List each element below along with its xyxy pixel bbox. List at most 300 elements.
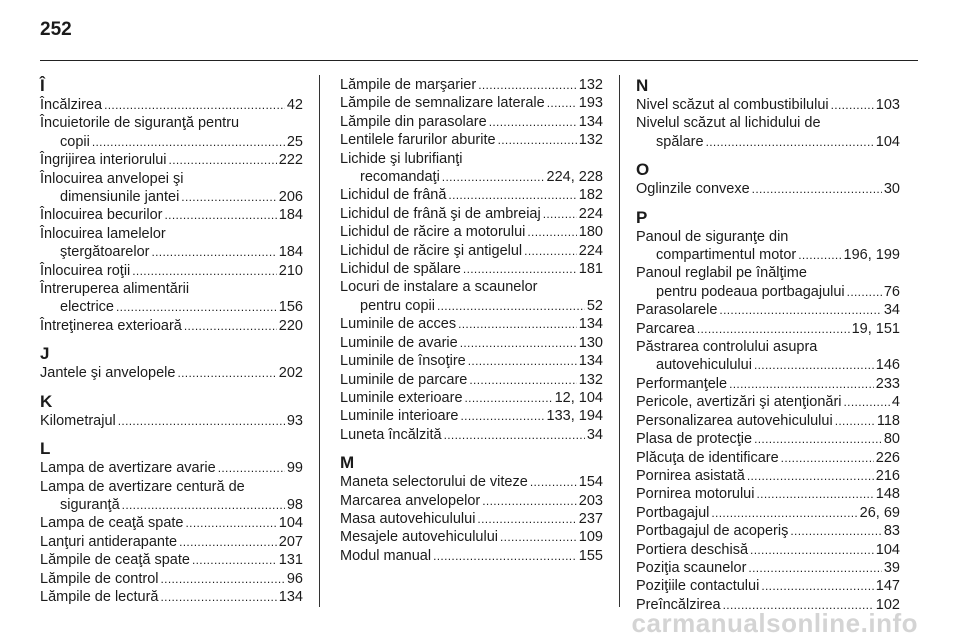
index-entry-line xyxy=(340,389,603,407)
index-entry-text: Luminile de parcare xyxy=(340,371,468,388)
dot-leader xyxy=(465,389,553,407)
dot-leader xyxy=(460,407,544,425)
dot-leader xyxy=(469,371,576,389)
page-reference: 134 xyxy=(578,113,603,130)
index-entry xyxy=(40,206,303,224)
index-entry-text: Lampa de avertizare avarie xyxy=(40,460,216,477)
dot-leader xyxy=(498,131,577,149)
index-entry-text: Înlocuirea anvelopei şi xyxy=(40,170,184,187)
index-entry-text: Lămpile de semnalizare laterale xyxy=(340,95,545,112)
index-entry xyxy=(636,393,900,411)
dot-leader xyxy=(118,412,285,430)
index-entry-line xyxy=(636,96,900,114)
dot-leader xyxy=(437,297,585,315)
page-reference: 34 xyxy=(883,302,900,319)
index-entry-line xyxy=(340,528,603,546)
index-entry xyxy=(636,96,900,114)
index-entry-text: Pornirea asistată xyxy=(636,467,745,484)
index-entry xyxy=(340,547,603,565)
dot-leader xyxy=(181,188,277,206)
index-entry-continuation xyxy=(340,297,603,315)
index-entry-text: Oglinzile convexe xyxy=(636,181,750,198)
index-entry-text: Lampa de ceaţă spate xyxy=(40,515,184,532)
page-reference: 156 xyxy=(278,299,303,316)
index-entry-text: Nivel scăzut al combustibilului xyxy=(636,97,829,113)
index-entry xyxy=(636,412,900,430)
index-entry xyxy=(636,375,900,393)
index-entry-text: Masa autovehiculului xyxy=(340,510,476,527)
index-entry-text: Locuri de instalare a scaunelor xyxy=(340,279,538,296)
index-entry xyxy=(340,389,603,407)
index-entry-line xyxy=(340,205,603,223)
dot-leader xyxy=(524,242,577,260)
index-entry-line xyxy=(40,151,303,169)
index-entry-text: Luneta încălzită xyxy=(340,426,442,443)
dot-leader xyxy=(790,522,882,540)
page-reference: 222 xyxy=(278,152,303,169)
index-entry-text: Preîncălzirea xyxy=(636,596,721,613)
index-entry xyxy=(40,570,303,588)
index-entry-continuation xyxy=(636,246,900,264)
dot-leader xyxy=(750,541,874,559)
index-entry xyxy=(340,352,603,370)
page-reference: 180 xyxy=(578,224,603,241)
index-entry-text: Înlocuirea roţii xyxy=(40,262,131,279)
column-divider xyxy=(319,75,320,607)
index-column-1 xyxy=(40,76,303,606)
index-entry-text: Întreruperea alimentării xyxy=(40,281,190,298)
index-entry-text: Păstrarea controlului asupra xyxy=(636,339,818,356)
page-reference: 226 xyxy=(875,449,900,466)
index-entry-line xyxy=(636,393,900,411)
dot-leader xyxy=(543,205,577,223)
page-reference: 99 xyxy=(286,460,303,477)
index-entry xyxy=(340,131,603,149)
index-entry-text: Pornirea motorului xyxy=(636,486,755,503)
dot-leader xyxy=(482,492,577,510)
dot-leader xyxy=(798,246,841,264)
index-entry-line xyxy=(340,315,603,333)
dot-leader xyxy=(92,133,285,151)
dot-leader xyxy=(729,375,874,393)
page-reference: 12, 104 xyxy=(554,389,603,406)
page-reference: 196, 199 xyxy=(843,247,900,264)
dot-leader xyxy=(754,356,874,374)
index-entry-line xyxy=(340,473,603,491)
index-entry-text: Luminile interioare xyxy=(340,408,459,425)
index-entry-text: Încuietorile de siguranţă pentru xyxy=(40,115,240,132)
header-rule xyxy=(40,60,918,61)
dot-leader xyxy=(847,283,882,301)
index-entry-line xyxy=(340,242,603,260)
index-entry-line xyxy=(40,364,303,382)
index-entry xyxy=(340,94,603,112)
index-entry-continuation xyxy=(340,168,603,186)
index-entry-line xyxy=(636,180,900,198)
index-entry xyxy=(636,264,900,301)
dot-leader xyxy=(748,559,881,577)
index-entry-text: Înlocuirea becurilor xyxy=(40,207,163,224)
page-reference: 203 xyxy=(578,492,603,509)
index-entry-text: Îngrijirea interiorului xyxy=(40,152,167,169)
page-reference: 52 xyxy=(586,297,603,314)
index-entry-line xyxy=(340,223,603,241)
index-entry-line xyxy=(340,131,603,149)
page-reference: 19, 151 xyxy=(851,320,900,337)
index-entry-line xyxy=(340,371,603,389)
index-entry-line xyxy=(340,260,603,278)
dot-leader xyxy=(122,496,285,514)
index-entry xyxy=(636,541,900,559)
page-reference: 237 xyxy=(578,510,603,527)
index-entry-text: Luminile exterioare xyxy=(340,389,463,406)
index-entry-text: siguranţă xyxy=(60,496,120,513)
dot-leader xyxy=(177,364,276,382)
index-entry-text: Lichidul de răcire şi antigelul xyxy=(340,242,523,259)
page-reference: 146 xyxy=(875,357,900,374)
index-entry xyxy=(636,228,900,265)
page-reference: 104 xyxy=(875,133,900,150)
watermark: carmanualsonline.info xyxy=(631,608,918,638)
dot-leader xyxy=(433,547,577,565)
page-reference: 155 xyxy=(578,547,603,564)
index-entry-line xyxy=(340,407,603,425)
index-entry-text: recomandaţi xyxy=(360,169,440,186)
index-entry-line xyxy=(340,278,603,296)
index-entry-line xyxy=(636,577,900,595)
dot-leader xyxy=(711,504,857,522)
index-entry-line xyxy=(636,114,900,132)
page-reference: 26, 69 xyxy=(859,504,900,521)
index-entry-text: Poziţiile contactului xyxy=(636,578,760,595)
index-entry-line xyxy=(40,96,303,114)
index-entry-text: pentru podeaua portbagajului xyxy=(656,283,845,300)
page-reference: 130 xyxy=(578,334,603,351)
page-reference: 182 xyxy=(578,187,603,204)
index-letter-heading: J xyxy=(40,344,50,364)
index-entry xyxy=(40,96,303,114)
page-reference: 134 xyxy=(578,353,603,370)
index-entry-line xyxy=(636,504,900,522)
index-entry xyxy=(340,150,603,187)
index-entry-line xyxy=(636,412,900,430)
index-letter-heading: K xyxy=(40,391,53,411)
index-entry-continuation xyxy=(40,298,303,316)
index-entry-line xyxy=(40,262,303,280)
index-entry-text: autovehiculului xyxy=(656,357,752,374)
index-entry-text: Lămpile de ceaţă spate xyxy=(40,552,190,569)
page-reference: 39 xyxy=(883,559,900,576)
index-entry xyxy=(636,449,900,467)
index-entry-line xyxy=(636,467,900,485)
index-entry xyxy=(340,407,603,425)
page-reference: 233 xyxy=(875,375,900,392)
index-entry xyxy=(340,205,603,223)
index-entry-text: Plasa de protecţie xyxy=(636,431,753,448)
index-entry-line xyxy=(636,301,900,319)
dot-leader xyxy=(448,186,576,204)
index-letter-heading: O xyxy=(636,160,650,180)
index-entry-continuation xyxy=(636,283,900,301)
index-entry-line xyxy=(636,485,900,503)
index-entry xyxy=(340,278,603,315)
page-reference: 76 xyxy=(883,283,900,300)
index-entry xyxy=(40,151,303,169)
index-entry-text: spălare xyxy=(656,133,704,150)
index-entry xyxy=(636,522,900,540)
dot-leader xyxy=(116,298,277,316)
index-entry-text: Luminile de avarie xyxy=(340,334,458,351)
dot-leader xyxy=(500,528,577,546)
page-reference: 202 xyxy=(278,365,303,382)
index-entry-continuation xyxy=(636,133,900,151)
page-reference: 210 xyxy=(278,262,303,279)
index-entry xyxy=(340,242,603,260)
index-entry-text: Lichidul de frână xyxy=(340,187,447,204)
index-entry-line xyxy=(340,547,603,565)
index-entry-line xyxy=(636,320,900,338)
dot-leader xyxy=(478,76,577,94)
dot-leader xyxy=(460,334,577,352)
index-entry xyxy=(636,467,900,485)
index-letter-heading: N xyxy=(636,76,649,95)
index-entry-line xyxy=(636,449,900,467)
page-reference: 134 xyxy=(278,588,303,605)
dot-leader xyxy=(844,393,890,411)
dot-leader xyxy=(132,262,277,280)
index-entry xyxy=(40,478,303,515)
page-reference: 181 xyxy=(578,261,603,278)
index-entry xyxy=(636,430,900,448)
index-entry-text: Înlocuirea lamelelor xyxy=(40,225,166,242)
index-entry-text: Lentilele farurilor aburite xyxy=(340,132,496,149)
dot-leader xyxy=(697,320,850,338)
dot-leader xyxy=(165,206,277,224)
dot-leader xyxy=(719,301,881,319)
index-column-2 xyxy=(340,76,603,565)
column-divider xyxy=(619,75,620,607)
page-reference: 42 xyxy=(286,97,303,113)
index-entry-text: ştergătoarelor xyxy=(60,244,150,261)
index-entry xyxy=(636,577,900,595)
dot-leader xyxy=(444,426,585,444)
page-reference: 133, 194 xyxy=(546,408,603,425)
index-entry-text: copii xyxy=(60,133,90,150)
page-reference: 148 xyxy=(875,486,900,503)
index-entry-text: Lichidul de spălare xyxy=(340,261,461,278)
index-entry-line xyxy=(40,206,303,224)
index-entry-line xyxy=(636,430,900,448)
dot-leader xyxy=(151,243,276,261)
index-entry-text: Jantele şi anvelopele xyxy=(40,365,176,382)
index-entry-text: Lămpile din parasolare xyxy=(340,113,487,130)
index-entry-line xyxy=(40,280,303,298)
page-reference: 109 xyxy=(578,529,603,546)
index-entry-line xyxy=(340,510,603,528)
index-entry-text: Plăcuţa de identificare xyxy=(636,449,779,466)
dot-leader xyxy=(104,96,285,114)
index-entry xyxy=(636,559,900,577)
dot-leader xyxy=(179,533,277,551)
index-entry-text: Maneta selectorului de viteze xyxy=(340,474,528,491)
dot-leader xyxy=(756,485,873,503)
index-entry xyxy=(340,186,603,204)
page-reference: 147 xyxy=(875,578,900,595)
index-entry xyxy=(40,317,303,335)
index-entry-text: Mesajele autovehiculului xyxy=(340,529,498,546)
page-reference: 104 xyxy=(875,541,900,558)
page-reference: 193 xyxy=(578,95,603,112)
index-entry-text: Marcarea anvelopelor xyxy=(340,492,481,509)
dot-leader xyxy=(458,315,577,333)
index-entry xyxy=(40,412,303,430)
page-reference: 4 xyxy=(891,394,900,411)
dot-leader xyxy=(747,467,874,485)
dot-leader xyxy=(186,514,277,532)
page-reference: 96 xyxy=(286,570,303,587)
index-entry-line xyxy=(40,459,303,477)
dot-leader xyxy=(477,510,576,528)
index-entry-text: dimensiunile jantei xyxy=(60,189,180,206)
index-entry-text: Portbagajul xyxy=(636,504,710,521)
index-entry-line xyxy=(340,76,603,94)
index-entry xyxy=(40,114,303,151)
page-reference: 134 xyxy=(578,316,603,333)
dot-leader xyxy=(530,473,577,491)
index-entry-text: Lămpile de control xyxy=(40,570,159,587)
index-entry-continuation xyxy=(40,496,303,514)
index-entry xyxy=(340,334,603,352)
dot-leader xyxy=(754,430,882,448)
index-entry-line xyxy=(340,426,603,444)
index-entry-line xyxy=(340,492,603,510)
index-entry-line xyxy=(340,113,603,131)
dot-leader xyxy=(489,113,577,131)
index-entry-line xyxy=(40,588,303,606)
index-entry-text: Lichidul de răcire a motorului xyxy=(340,224,526,241)
page-reference: 25 xyxy=(286,133,303,150)
index-entry xyxy=(40,533,303,551)
index-entry-line xyxy=(340,186,603,204)
index-entry xyxy=(340,492,603,510)
dot-leader xyxy=(835,412,875,430)
page-reference: 132 xyxy=(578,371,603,388)
index-entry-line xyxy=(340,352,603,370)
index-entry-line xyxy=(340,334,603,352)
index-entry-line xyxy=(40,412,303,430)
page-reference: 224 xyxy=(578,242,603,259)
index-entry xyxy=(40,514,303,532)
index-entry xyxy=(340,76,603,94)
index-entry-text: Întreţinerea exterioară xyxy=(40,317,182,334)
index-entry-text: Pericole, avertizări şi atenţionări xyxy=(636,394,842,411)
dot-leader xyxy=(547,94,577,112)
page-number: 252 xyxy=(40,19,72,40)
page-reference: 80 xyxy=(883,431,900,448)
index-entry-text: Parasolarele xyxy=(636,302,718,319)
index-letter-heading: L xyxy=(40,439,51,459)
index-entry-line xyxy=(636,522,900,540)
index-entry xyxy=(340,473,603,491)
index-entry-text: electrice xyxy=(60,299,114,316)
index-entry-text: Performanţele xyxy=(636,375,728,392)
page-reference: 154 xyxy=(578,474,603,491)
index-entry-text: Parcarea xyxy=(636,320,695,337)
page-reference: 132 xyxy=(578,132,603,149)
index-entry-text: Panoul de siguranţe din xyxy=(636,228,789,245)
index-entry xyxy=(636,180,900,198)
index-entry xyxy=(40,551,303,569)
page-reference: 34 xyxy=(586,426,603,443)
index-entry-line xyxy=(636,559,900,577)
index-entry-text: pentru copii xyxy=(360,297,435,314)
index-entry xyxy=(636,301,900,319)
index-entry xyxy=(340,426,603,444)
page-reference: 184 xyxy=(278,207,303,224)
index-entry-text: Kilometrajul xyxy=(40,412,116,429)
dot-leader xyxy=(468,352,577,370)
index-letter-heading: P xyxy=(636,207,648,227)
index-entry-line xyxy=(40,533,303,551)
index-entry-text: Poziţia scaunelor xyxy=(636,559,747,576)
index-entry-text: Nivelul scăzut al lichidului de xyxy=(636,115,821,132)
page-reference: 103 xyxy=(875,97,900,113)
dot-leader xyxy=(161,570,285,588)
dot-leader xyxy=(781,449,874,467)
index-entry-line xyxy=(40,551,303,569)
index-entry-text: Luminile de însoţire xyxy=(340,353,466,370)
index-entry xyxy=(340,223,603,241)
page-reference: 206 xyxy=(278,189,303,206)
dot-leader xyxy=(752,180,882,198)
index-entry xyxy=(40,225,303,262)
page-reference: 102 xyxy=(875,596,900,613)
index-entry xyxy=(40,262,303,280)
index-entry-line xyxy=(340,150,603,168)
index-entry-continuation xyxy=(636,356,900,374)
index-entry-text: Personalizarea autovehiculului xyxy=(636,412,833,429)
page-reference: 224 xyxy=(578,205,603,222)
page-reference: 104 xyxy=(278,515,303,532)
index-entry-line xyxy=(40,170,303,188)
index-entry-text: Lămpile de lectură xyxy=(40,588,159,605)
page-reference: 220 xyxy=(278,317,303,334)
index-entry-line xyxy=(40,514,303,532)
page-reference: 118 xyxy=(876,412,900,429)
index-entry-line xyxy=(636,541,900,559)
index-entry xyxy=(340,528,603,546)
index-entry-line xyxy=(636,375,900,393)
index-entry-line xyxy=(40,570,303,588)
index-entry-text: Lichide şi lubrifianţi xyxy=(340,150,463,167)
index-entry-text: Panoul reglabil pe înălţime xyxy=(636,265,807,282)
dot-leader xyxy=(169,151,277,169)
index-entry-line xyxy=(636,264,900,282)
index-entry-line xyxy=(40,478,303,496)
dot-leader xyxy=(527,223,576,241)
index-entry-line xyxy=(40,225,303,243)
page-reference: 93 xyxy=(286,412,303,429)
index-entry-line xyxy=(40,114,303,132)
dot-leader xyxy=(218,459,285,477)
index-entry xyxy=(636,504,900,522)
dot-leader xyxy=(192,551,277,569)
index-entry xyxy=(40,459,303,477)
page-reference: 132 xyxy=(578,77,603,93)
page-reference: 224, 228 xyxy=(546,169,603,186)
index-letter-heading: M xyxy=(340,453,355,473)
index-entry-line xyxy=(636,338,900,356)
